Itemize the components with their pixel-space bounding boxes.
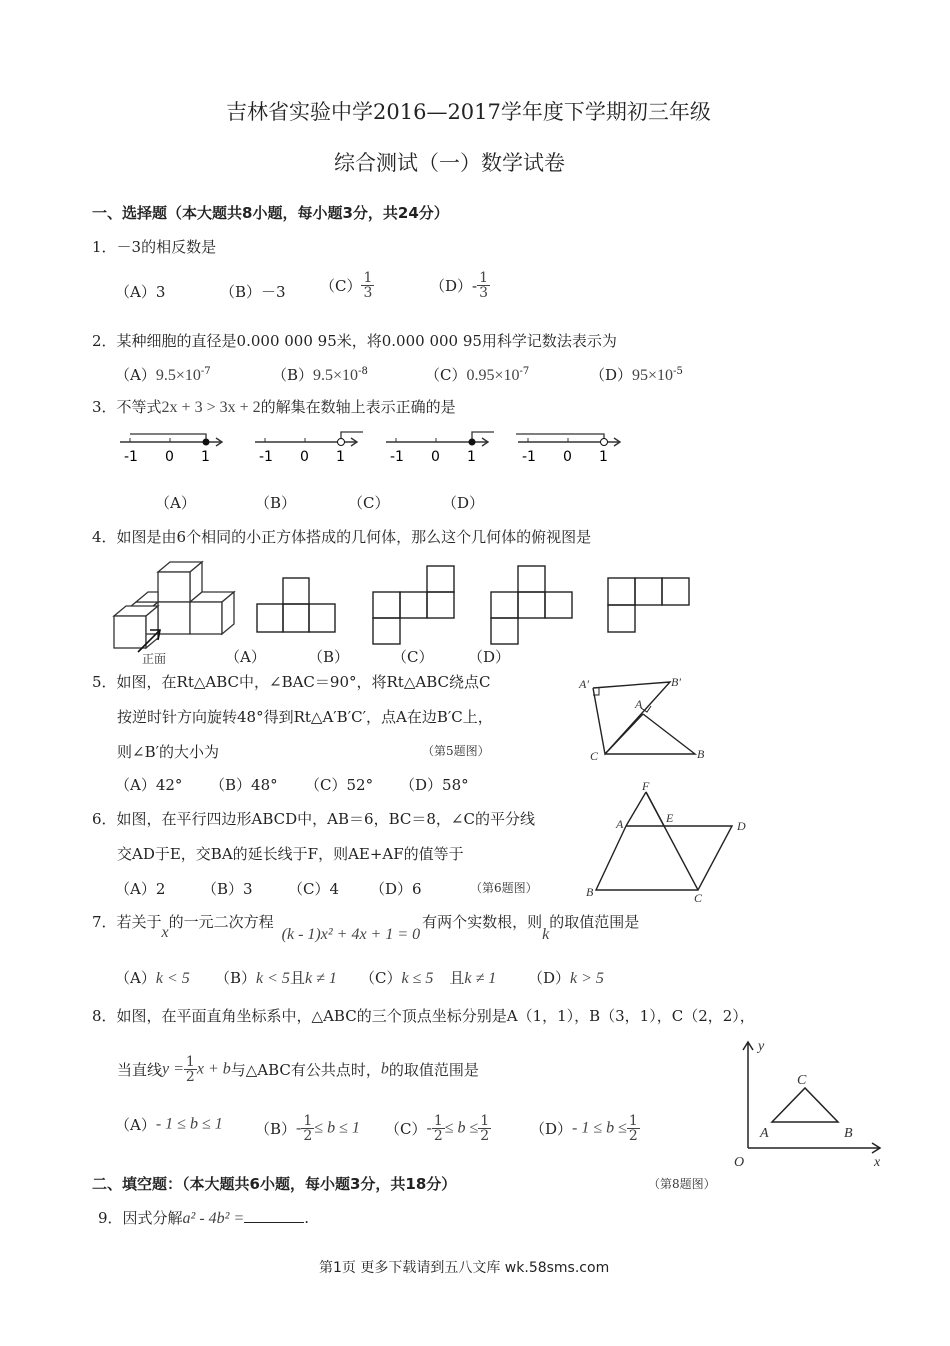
q8-option-a: （A）- 1 ≤ b ≤ 1 [115,1115,223,1134]
svg-text:A: A [635,697,643,711]
q5-line-3: 则∠B′的大小为 [117,743,219,761]
svg-text:C: C [590,749,599,763]
svg-text:B′: B′ [671,675,681,689]
svg-text:B: B [586,885,594,899]
q8-caption: （第8题图） [648,1177,716,1191]
svg-text:-1: -1 [124,449,138,465]
svg-text:B: B [697,747,705,761]
svg-text:1: 1 [201,449,210,465]
q5-option-d: （D）58° [400,776,469,794]
svg-text:0: 0 [165,449,174,465]
q8-line-1: 8．如图，在平面直角坐标系中，△ABC的三个顶点坐标分别是A（1，1），B（3，1），C（2，2）， [92,1007,755,1025]
q7-stem: 7．若关于x的一元二次方程(k - 1)x² + 4x + 1 = 0有两个实数根，则k的取值范围是 [92,913,640,943]
q1-option-c: （C） $\frac{1}{3}$ [320,270,373,301]
q5-figure [575,668,715,768]
q8-option-c: （C）- $\frac{1}{2}$ ≤ b ≤ $\frac{1}{2}$ [385,1113,490,1144]
q4-stem: 4．如图是由6个相同的小正方体搭成的几何体，那么这个几何体的俯视图是 [92,528,592,546]
q6-figure [582,780,757,905]
q4-view-a [257,578,335,632]
svg-text:0: 0 [300,449,309,465]
q4-view-b [373,566,454,644]
q8-figure [728,1036,888,1170]
q4-view-d [608,578,689,632]
svg-text:A: A [616,817,624,831]
q7-option-b: （B）k < 5且k ≠ 1 [215,969,337,987]
q4-solid [114,562,234,648]
svg-text:D: D [737,819,746,833]
section-1-heading: 一、选择题（本大题共8小题，每小题3分，共24分） [92,204,449,222]
q2-option-a: $(A)9.5\times 10^{-7}$ [115,366,211,384]
q6-line-2: 交AD于E，交BA的延长线于F，则AE+AF的值等于 [117,845,464,863]
title-line-1: 吉林省实验中学2016—2017学年度下学期初三年级 [226,100,711,124]
svg-text:F: F [642,780,650,793]
q3-option-b: （B） [255,494,297,512]
number-line-c [386,432,494,465]
q3-option-c: （C） [348,494,390,512]
q2-stem: 2．某种细胞的直径是0.000 000 95米，将0.000 000 95用科学记数法表示为 [92,332,617,350]
q6-line-1: 6．如图，在平行四边形ABCD中，AB＝6，BC＝8，∠C的平分线 [92,810,535,828]
svg-text:1: 1 [336,449,345,465]
section-2-heading: 二、填空题：（本大题共6小题，每小题3分，共18分） [92,1175,457,1193]
q4-option-b: （B） [308,648,350,666]
svg-text:-1: -1 [259,449,273,465]
svg-text:O: O [734,1155,745,1170]
q5-line-1: 5．如图，在Rt△ABC中，∠BAC＝90°，将Rt△ABC绕点C [92,673,491,691]
svg-text:x: x [874,1155,881,1170]
number-line-a [120,434,222,465]
q1-option-b: （B）－3 [220,283,286,301]
svg-text:A: A [760,1126,769,1141]
svg-text:B: B [844,1126,853,1141]
q1-option-a: （A）3 [115,283,166,301]
q7-option-c: （C）k ≤ 5 且k ≠ 1 [360,969,497,987]
q2-option-c: $(C)0.95\times 10^{-7}$ [425,366,530,384]
svg-text:1: 1 [467,449,476,465]
svg-text:-1: -1 [390,449,404,465]
q4-option-c: （C） [392,648,434,666]
q7-option-d: （D）k > 5 [528,969,604,987]
svg-text:E: E [666,811,674,825]
front-label: 正面 [142,652,167,664]
q8-line-2: 当直线y = $\frac{1}{2}$ x + b与△ABC有公共点时，b的取值范围是 [117,1054,479,1085]
q5-option-c: （C）52° [305,776,374,794]
q1-option-d: （D）- $\frac{1}{3}$ [430,270,489,301]
q6-option-c: （C）4 [288,880,340,898]
svg-text:-1: -1 [522,449,536,465]
number-line-d [516,434,620,465]
q4-option-a: （A） [225,648,266,666]
q6-option-a: （A）2 [115,880,166,898]
q2-option-d: $(D)95\times 10^{-5}$ [590,366,683,384]
q9-stem: 9．因式分解a² - 4b² = . [98,1209,310,1227]
q6-caption: （第6题图） [470,881,538,895]
q8-option-d: （D）- 1 ≤ b ≤ $\frac{1}{2}$ [530,1113,638,1144]
q3-number-lines [110,424,640,468]
page-footer: 第1页 更多下载请到五八文库 wk.58sms.com [319,1260,610,1276]
svg-text:0: 0 [431,449,440,465]
q3-option-a: （A） [155,494,196,512]
number-line-b [255,432,363,465]
q4-option-d: （D） [468,648,511,666]
q6-option-d: （D）6 [370,880,422,898]
q9-answer-blank[interactable] [244,1208,304,1223]
q3-option-d: （D） [442,494,485,512]
q1-stem: 1．－3的相反数是 [92,238,217,256]
q5-line-2: 按逆时针方向旋转48°得到Rt△A′B′C′，点A在边B′C上， [117,708,493,726]
title-line-2: 综合测试（一）数学试卷 [334,151,565,175]
svg-text:A′: A′ [579,677,589,691]
q7-option-a: （A）k < 5 [115,969,190,987]
q5-option-b: （B）48° [210,776,278,794]
q3-stem: 3．不等式2x + 3 > 3x + 2的解集在数轴上表示正确的是 [92,398,456,416]
svg-text:0: 0 [563,449,572,465]
q5-option-a: （A）42° [115,776,183,794]
q5-caption: （第5题图） [422,744,490,758]
svg-text:y: y [758,1039,765,1054]
q2-option-b: $(B)9.5\times 10^{-8}$ [272,366,368,384]
svg-text:C: C [797,1073,807,1088]
svg-text:1: 1 [599,449,608,465]
q8-option-b: （B）- $\frac{1}{2}$ ≤ b ≤ 1 [255,1113,360,1144]
svg-text:C: C [694,891,703,905]
q6-option-b: （B）3 [202,880,253,898]
q4-view-c [491,566,572,644]
